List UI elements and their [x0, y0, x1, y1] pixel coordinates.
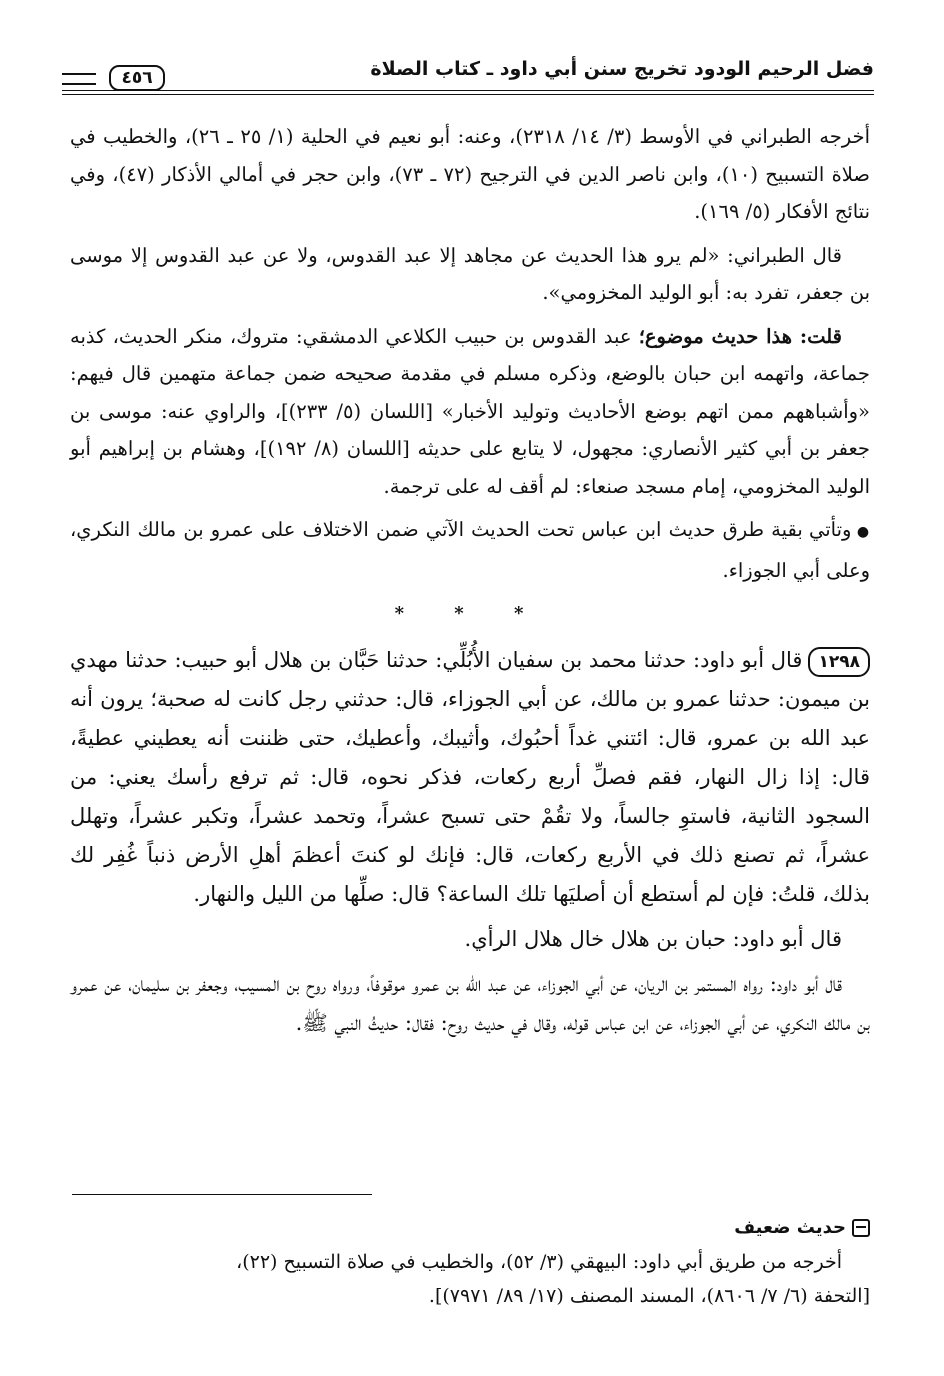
hadith-text — [70, 641, 870, 914]
page-number: ٤٥٦ — [109, 65, 164, 91]
paragraph-ruling — [70, 318, 870, 506]
hadith-note-1: قال أبو داود: حبان بن هلال خال هلال الرأي. — [464, 926, 842, 951]
grade-label: حديث ضعيف — [734, 1217, 846, 1238]
footnote-text-1: أخرجه من طريق أبي داود: البيهقي (٣/ ٥٢)، والخطيب في صلاة التسبيح (٢٢)، — [236, 1251, 842, 1273]
hadith-body: قال أبو داود: حدثنا محمد بن سفيان الأُبُلِّي: حدثنا حَبَّان بن هلال أبو حبيب: حدثنا مهدي بن ميمون: حدثنا عمرو بن مالك، عن أبي الجوزاء، قال: حدثني رجل كانت له صحبة؛ يرون أنه عبد الله بن عمرو، قال: ائتني غداً أحبُوك، وأثيبك، وأعطيك، حتى ظننت أنه يعطيني عطيةً، قال: إذا زال النهار، فقم فصلِّ أربع ركعات، فذكر نحوه، قال: ثم ترفع رأسك يعني: من السجود الثانية، فاستوِ جالساً، ولا تقُمْ حتى تسبح عشراً، وتحمد عشراً، وتكبر عشراً، وتهلل عشراً، ثم تصنع ذلك في الأربع ركعات، قال: فإنك لو كنتَ أعظمَ أهلِ الأرض ذنباً غُفِر لك بذلك، قلتُ: فإن لم أستطع أن أصليَها تلك الساعة؟ قال: صلِّها من الليل والنهار. — [70, 647, 870, 906]
ruling-label: قلت: هذا حديث موضوع؛ — [638, 324, 842, 348]
ruling-text: عبد القدوس بن حبيب الكلاعي الدمشقي: متروك، منكر الحديث، كذبه جماعة، واتهمه ابن حبان بالوضع، وذكره مسلم في مقدمة صحيحه ضمن جماعة متهمين قال فيهم: «وأشباههم ممن اتهم بوضع الأحاديث وتوليد الأخبار» [اللسان (٥/ ٢٣٣)]، والراوي عنه: موسى بن جعفر بن أبي كثير الأنصاري: مجهول، لا يتابع على حديثه [اللسان (٨/ ١٩٢)]، وهشام بن إبراهيم أبو الوليد المخزومي، إمام مسجد صنعاء: لم أقف له على ترجمة. — [70, 324, 870, 498]
ornament-lines — [62, 73, 96, 85]
grade-line — [70, 1210, 870, 1245]
main-text — [70, 118, 870, 1049]
page-header — [62, 44, 874, 100]
page-number-box — [62, 64, 174, 92]
paragraph-takhrij: أخرجه الطبراني في الأوسط (٣/ ١٤/ ٢٣١٨)، وعنه: أبو نعيم في الحلية (١/ ٢٥ ـ ٢٦)، والخطيب في صلاة التسبيح (١٠)، وابن ناصر الدين في الترجيح (٧٢ ـ ٧٣)، وابن حجر في أمالي الأذكار (٤٧)، وفي نتائج الأفكار (٥/ ١٦٩). — [70, 125, 870, 223]
footnote-rule — [72, 1194, 372, 1195]
paragraph-bullet: ● وتأتي بقية طرق حديث ابن عباس تحت الحديث الآتي ضمن الاختلاف على عمرو بن مالك النكري، وعلى أبي الجوزاء. — [70, 511, 870, 589]
footnote-section — [70, 1210, 870, 1313]
section-separator: * * * — [394, 603, 546, 624]
running-title: فضل الرحيم الودود تخريج سنن أبي داود ـ كتاب الصلاة — [370, 58, 874, 80]
header-rule — [62, 90, 874, 91]
hadith-number: ١٢٩٨ — [808, 647, 870, 677]
header-rule-2 — [62, 94, 874, 95]
paragraph-tabarani: قال الطبراني: «لم يرو هذا الحديث عن مجاهد إلا عبد القدوس، ولا عن عبد القدوس إلا موسى بن جعفر، تفرد به: أبو الوليد المخزومي». — [70, 243, 870, 304]
footnote-text-2: [التحفة (٦/ ٧/ ٨٦٠٦)، المسند المصنف (١٧/ ٨٩/ ٧٩٧١)]. — [428, 1285, 870, 1307]
book-icon — [852, 1219, 870, 1237]
hadith-note-2: قال أبو داود: رواه المستمر بن الريان، عن أبي الجوزاء، عن عبد الله بن عمرو موقوفاً، ورواه روح بن المسيب، وجعفر بن سليمان، عن عمرو بن مالك النكري، عن أبي الجوزاء، عن ابن عباس قوله، وقال في حديث روح: فقال: حديثُ النبي ﷺ. — [70, 971, 870, 1035]
